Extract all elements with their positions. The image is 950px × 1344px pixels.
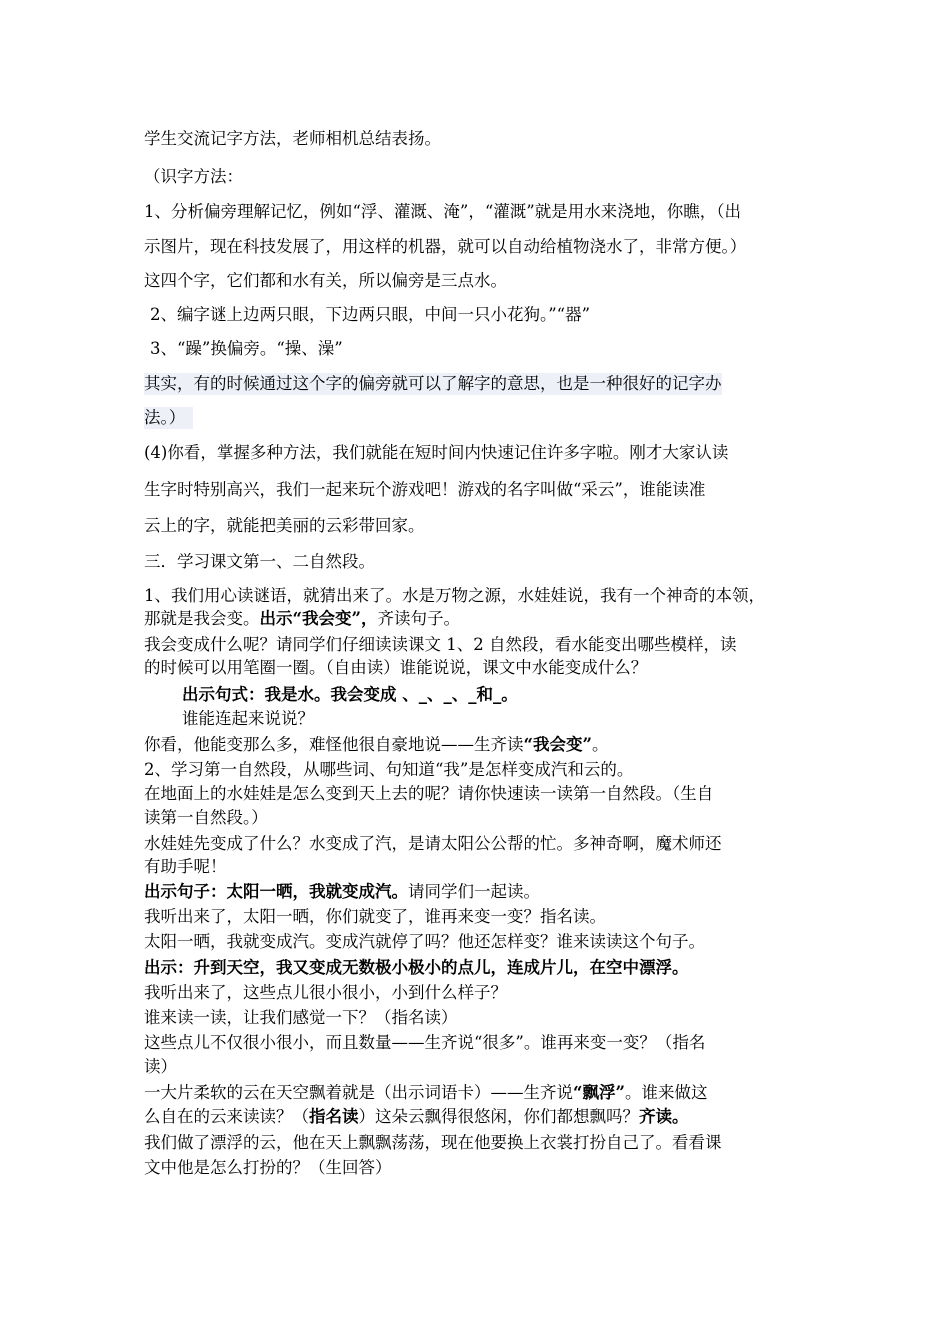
text-line: 3、“躁”换偏旁。“操、澡” — [150, 339, 343, 358]
bold-text-run: 出示句子：太阳一晒，我就变成汽。 — [144, 882, 408, 901]
text-line — [144, 1082, 707, 1104]
text-line: 2、学习第一自然段，从哪些词、句知道“我”是怎样变成汽和云的。 — [144, 760, 634, 779]
text-run: 齐读句子。 — [377, 609, 460, 628]
text-run: ）这朵云飘得很悠闲，你们都想飘吗？ — [358, 1107, 639, 1126]
text-line: 这四个字，它们都和水有关，所以偏旁是三点水。 — [144, 271, 507, 290]
text-line: （识字方法： — [144, 167, 243, 186]
text-line: 水娃娃先变成了什么？水变成了汽，是请太阳公公帮的忙。多神奇啊，魔术师还 — [144, 834, 722, 853]
text-line: 我听出来了，太阳一晒，你们就变了，谁再来变一变？指名读。 — [144, 907, 606, 926]
text-line: 在地面上的水娃娃是怎么变到天上去的呢？请你快速读一读第一自然段。（生自 — [144, 784, 714, 803]
text-line — [144, 734, 608, 756]
text-line: 1、我们用心读谜语，就猜出来了。水是万物之源，水娃娃说，我有一个神奇的本领， — [144, 586, 765, 605]
text-line: 的时候可以用笔圈一圈。（自由读）谁能说说，课文中水能变成什么？ — [144, 658, 648, 677]
text-run: 请同学们一起读。 — [408, 882, 540, 901]
text-line: 学生交流记字方法，老师相机总结表扬。 — [144, 129, 441, 148]
text-line: (4)你看，掌握多种方法，我们就能在短时间内快速记住许多字啦。刚才大家认读 — [144, 443, 729, 462]
text-line — [144, 881, 540, 903]
text-line: 示图片，现在科技发展了，用这样的机器，就可以自动给植物浇水了，非常方便。） — [144, 237, 747, 256]
bold-text-run: 齐读。 — [639, 1107, 689, 1126]
bold-text-run: 出示“我会变”， — [259, 609, 378, 628]
text-line: 我们做了漂浮的云，他在天上飘飘荡荡，现在他要换上衣裳打扮自己了。看看课 — [144, 1133, 722, 1152]
text-run: 一大片柔软的云在天空飘着就是（出示词语卡）——生齐说 — [144, 1083, 573, 1102]
text-line: 云上的字，就能把美丽的云彩带回家。 — [144, 516, 425, 535]
text-line: 我会变成什么呢？请同学们仔细读读课文 1、2 自然段，看水能变出哪些模样，读 — [144, 635, 737, 654]
bold-text-run: “飘浮” — [573, 1083, 625, 1102]
text-line: 生字时特别高兴，我们一起来玩个游戏吧！游戏的名字叫做“采云”，谁能读准 — [144, 480, 706, 499]
text-run: 。谁来做这 — [624, 1083, 708, 1102]
bold-sentence: 出示：升到天空，我又变成无数极小极小的点儿，连成片儿，在空中漂浮。 — [144, 958, 689, 977]
text-line: 太阳一晒，我就变成汽。变成汽就停了吗？他还怎样变？谁来读读这个句子。 — [144, 932, 705, 951]
text-line — [144, 608, 460, 630]
text-line: 1、分析偏旁理解记忆，例如“浮、灌溉、淹”，“灌溉”就是用水来浇地，你瞧，（出 — [144, 202, 741, 221]
sentence-pattern: 出示句式：我是水。我会变成 、_、_、_和_。 — [182, 685, 518, 704]
text-line: 我听出来了，这些点儿很小很小，小到什么样子？ — [144, 983, 507, 1002]
text-line: 2、编字谜上边两只眼，下边两只眼，中间一只小花狗。”“器” — [150, 305, 591, 324]
section-heading: 三．学习课文第一、二自然段。 — [144, 552, 375, 571]
text-run: 。 — [591, 735, 609, 754]
text-line: 这些点儿不仅很小很小，而且数量——生齐说“很多”。谁再来变一变？（指名 — [144, 1033, 706, 1052]
bold-text-run: “我会变” — [523, 735, 592, 754]
text-line: 文中他是怎么打扮的？（生回答） — [144, 1158, 392, 1177]
text-line: 谁能连起来说说？ — [182, 709, 314, 728]
text-run: 那就是我会变。 — [144, 609, 260, 628]
bold-text-run: 指名读 — [309, 1107, 359, 1126]
highlighted-line: 法。） — [144, 407, 193, 429]
highlighted-line: 其实，有的时候通过这个字的偏旁就可以了解字的意思，也是一种很好的记字办 — [144, 374, 722, 393]
text-line: 谁来读一读，让我们感觉一下？（指名读） — [144, 1008, 458, 1027]
text-line — [144, 1106, 689, 1128]
text-line: 读第一自然段。） — [144, 808, 268, 827]
text-line: 有助手呢！ — [144, 857, 227, 876]
text-run: 么自在的云来读读？（ — [144, 1107, 309, 1126]
text-line: 读） — [144, 1057, 177, 1076]
text-run: 你看，他能变那么多，难怪他很自豪地说——生齐读 — [144, 735, 524, 754]
